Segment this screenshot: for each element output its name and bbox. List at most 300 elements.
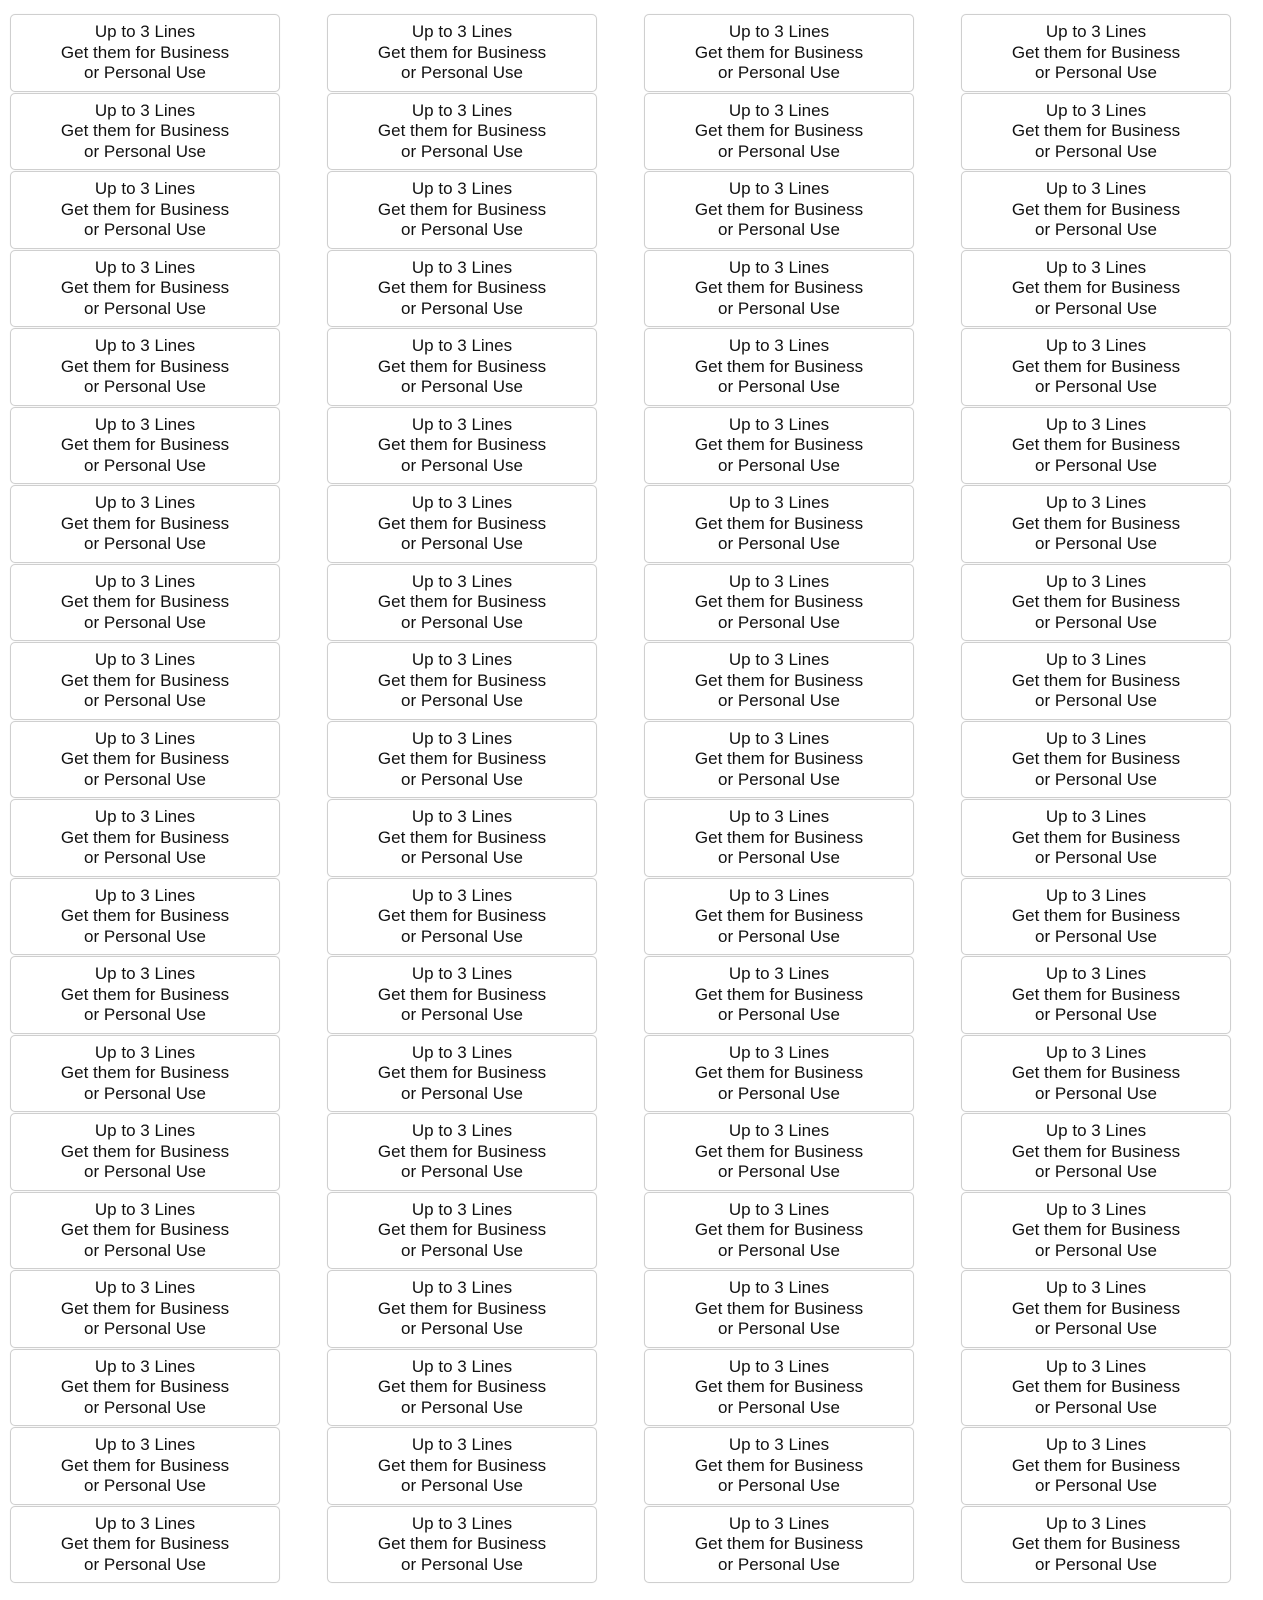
label-line-3: or Personal Use	[401, 1554, 523, 1574]
label-line-3: or Personal Use	[401, 1476, 523, 1495]
label-line-2: Get them for Business	[694, 278, 864, 297]
label-line-2: Get them for Business	[60, 1455, 230, 1475]
label-line-1: Up to 3 Lines	[411, 257, 513, 277]
label-line-1: Up to 3 Lines	[728, 100, 830, 120]
address-label	[10, 1192, 280, 1270]
address-label	[961, 721, 1231, 799]
address-label	[961, 250, 1231, 328]
label-line-1: Up to 3 Lines	[94, 807, 196, 826]
address-label	[644, 1506, 914, 1584]
label-line-1: Up to 3 Lines	[728, 571, 830, 591]
label-line-2: Get them for Business	[694, 592, 864, 611]
label-line-2: Get them for Business	[377, 1220, 547, 1239]
address-label	[327, 171, 597, 249]
label-line-3: or Personal Use	[1035, 926, 1157, 946]
label-line-2: Get them for Business	[1011, 278, 1181, 297]
address-label	[961, 1270, 1231, 1348]
label-line-3: or Personal Use	[718, 455, 840, 475]
label-line-2: Get them for Business	[60, 1298, 230, 1318]
label-line-1: Up to 3 Lines	[728, 336, 830, 355]
label-line-1: Up to 3 Lines	[728, 1199, 830, 1219]
address-label	[644, 1270, 914, 1348]
address-label	[10, 1506, 280, 1584]
label-line-3: or Personal Use	[718, 63, 840, 82]
label-line-3: or Personal Use	[1035, 1319, 1157, 1338]
address-label	[644, 878, 914, 956]
label-line-3: or Personal Use	[1035, 691, 1157, 710]
label-line-2: Get them for Business	[60, 356, 230, 376]
label-line-3: or Personal Use	[718, 1240, 840, 1260]
address-label	[327, 1427, 597, 1505]
label-line-3: or Personal Use	[84, 220, 206, 239]
address-label	[961, 799, 1231, 877]
label-line-1: Up to 3 Lines	[94, 1278, 196, 1297]
label-line-2: Get them for Business	[694, 435, 864, 454]
label-line-1: Up to 3 Lines	[94, 1356, 196, 1376]
label-line-3: or Personal Use	[84, 1240, 206, 1260]
address-label	[644, 14, 914, 92]
label-line-3: or Personal Use	[401, 1162, 523, 1181]
address-label	[327, 956, 597, 1034]
label-line-3: or Personal Use	[718, 691, 840, 710]
label-line-3: or Personal Use	[718, 1554, 840, 1574]
label-line-2: Get them for Business	[694, 356, 864, 376]
label-line-1: Up to 3 Lines	[94, 179, 196, 198]
label-line-1: Up to 3 Lines	[728, 807, 830, 826]
label-line-2: Get them for Business	[694, 513, 864, 533]
label-line-3: or Personal Use	[84, 141, 206, 161]
label-line-3: or Personal Use	[84, 63, 206, 82]
label-line-2: Get them for Business	[1011, 1455, 1181, 1475]
address-label	[327, 564, 597, 642]
address-label	[327, 250, 597, 328]
label-line-1: Up to 3 Lines	[728, 1278, 830, 1297]
address-label	[961, 642, 1231, 720]
label-line-1: Up to 3 Lines	[411, 571, 513, 591]
label-line-2: Get them for Business	[1011, 1220, 1181, 1239]
label-line-2: Get them for Business	[1011, 1377, 1181, 1396]
address-label	[644, 1113, 914, 1191]
address-label	[10, 93, 280, 171]
label-line-3: or Personal Use	[401, 298, 523, 318]
label-line-2: Get them for Business	[694, 749, 864, 768]
address-label	[644, 1192, 914, 1270]
label-line-1: Up to 3 Lines	[1045, 807, 1147, 826]
address-label	[961, 1035, 1231, 1113]
address-label	[961, 328, 1231, 406]
address-label	[961, 1349, 1231, 1427]
label-line-3: or Personal Use	[84, 612, 206, 632]
address-label	[644, 1427, 914, 1505]
label-line-1: Up to 3 Lines	[94, 1435, 196, 1454]
address-label	[10, 1349, 280, 1427]
label-line-2: Get them for Business	[1011, 827, 1181, 847]
label-line-2: Get them for Business	[377, 278, 547, 297]
address-label	[10, 1427, 280, 1505]
label-line-2: Get them for Business	[60, 199, 230, 219]
address-label	[961, 1192, 1231, 1270]
address-label	[327, 1035, 597, 1113]
address-label	[961, 1427, 1231, 1505]
label-line-1: Up to 3 Lines	[1045, 1199, 1147, 1219]
label-line-1: Up to 3 Lines	[728, 179, 830, 198]
label-line-1: Up to 3 Lines	[94, 22, 196, 41]
label-line-1: Up to 3 Lines	[94, 571, 196, 591]
label-line-3: or Personal Use	[1035, 1162, 1157, 1181]
label-line-2: Get them for Business	[60, 906, 230, 925]
label-line-2: Get them for Business	[60, 592, 230, 611]
label-line-2: Get them for Business	[377, 356, 547, 376]
label-line-1: Up to 3 Lines	[411, 1042, 513, 1062]
label-line-2: Get them for Business	[377, 1377, 547, 1396]
label-line-3: or Personal Use	[1035, 534, 1157, 553]
label-line-2: Get them for Business	[377, 1298, 547, 1318]
label-line-1: Up to 3 Lines	[1045, 885, 1147, 905]
address-label	[961, 1113, 1231, 1191]
label-line-2: Get them for Business	[1011, 1063, 1181, 1082]
label-line-1: Up to 3 Lines	[411, 1199, 513, 1219]
label-line-2: Get them for Business	[1011, 356, 1181, 376]
label-line-3: or Personal Use	[718, 1319, 840, 1338]
address-label	[644, 485, 914, 563]
label-line-2: Get them for Business	[377, 121, 547, 140]
label-line-3: or Personal Use	[401, 220, 523, 239]
label-line-1: Up to 3 Lines	[1045, 650, 1147, 669]
label-line-3: or Personal Use	[1035, 141, 1157, 161]
address-label	[961, 564, 1231, 642]
address-label	[10, 799, 280, 877]
label-line-1: Up to 3 Lines	[411, 1278, 513, 1297]
label-line-2: Get them for Business	[377, 1534, 547, 1553]
address-label	[327, 721, 597, 799]
label-line-2: Get them for Business	[60, 984, 230, 1004]
label-line-2: Get them for Business	[694, 827, 864, 847]
label-line-3: or Personal Use	[1035, 1397, 1157, 1417]
address-label	[10, 1270, 280, 1348]
label-line-3: or Personal Use	[718, 1083, 840, 1103]
address-label	[10, 956, 280, 1034]
label-line-1: Up to 3 Lines	[728, 650, 830, 669]
address-label	[644, 171, 914, 249]
label-line-2: Get them for Business	[694, 42, 864, 62]
label-line-1: Up to 3 Lines	[1045, 964, 1147, 983]
address-label	[961, 14, 1231, 92]
label-line-1: Up to 3 Lines	[94, 336, 196, 355]
label-line-3: or Personal Use	[1035, 1476, 1157, 1495]
label-line-3: or Personal Use	[718, 377, 840, 396]
label-line-3: or Personal Use	[718, 141, 840, 161]
label-line-1: Up to 3 Lines	[1045, 728, 1147, 748]
address-label	[327, 1349, 597, 1427]
address-label	[327, 93, 597, 171]
label-line-3: or Personal Use	[84, 1083, 206, 1103]
address-label	[327, 14, 597, 92]
address-label	[644, 799, 914, 877]
address-label	[961, 407, 1231, 485]
label-line-2: Get them for Business	[1011, 1534, 1181, 1553]
label-sheet	[10, 14, 1255, 1592]
label-line-1: Up to 3 Lines	[94, 257, 196, 277]
label-line-2: Get them for Business	[60, 749, 230, 768]
label-line-2: Get them for Business	[1011, 906, 1181, 925]
label-line-3: or Personal Use	[84, 848, 206, 867]
label-line-2: Get them for Business	[1011, 984, 1181, 1004]
label-line-3: or Personal Use	[1035, 1005, 1157, 1024]
label-line-2: Get them for Business	[694, 1534, 864, 1553]
label-line-2: Get them for Business	[377, 199, 547, 219]
label-line-2: Get them for Business	[60, 42, 230, 62]
label-line-2: Get them for Business	[1011, 435, 1181, 454]
address-label	[327, 1506, 597, 1584]
address-label	[10, 250, 280, 328]
label-line-1: Up to 3 Lines	[728, 493, 830, 512]
address-label	[327, 642, 597, 720]
label-line-1: Up to 3 Lines	[411, 493, 513, 512]
label-line-2: Get them for Business	[377, 513, 547, 533]
label-line-3: or Personal Use	[718, 926, 840, 946]
address-label	[10, 14, 280, 92]
label-line-2: Get them for Business	[377, 42, 547, 62]
label-line-1: Up to 3 Lines	[411, 336, 513, 355]
address-label	[644, 93, 914, 171]
address-label	[10, 878, 280, 956]
address-label	[10, 171, 280, 249]
label-line-2: Get them for Business	[1011, 513, 1181, 533]
label-line-3: or Personal Use	[401, 377, 523, 396]
label-line-1: Up to 3 Lines	[411, 1121, 513, 1140]
label-line-2: Get them for Business	[377, 1063, 547, 1082]
label-line-3: or Personal Use	[1035, 769, 1157, 789]
label-line-2: Get them for Business	[377, 984, 547, 1004]
address-label	[644, 1035, 914, 1113]
label-line-3: or Personal Use	[1035, 455, 1157, 475]
label-line-2: Get them for Business	[694, 906, 864, 925]
address-label	[644, 721, 914, 799]
label-line-2: Get them for Business	[377, 1455, 547, 1475]
address-label	[961, 1506, 1231, 1584]
label-line-2: Get them for Business	[377, 749, 547, 768]
label-line-1: Up to 3 Lines	[728, 1042, 830, 1062]
label-line-1: Up to 3 Lines	[1045, 336, 1147, 355]
label-line-1: Up to 3 Lines	[728, 22, 830, 41]
address-label	[10, 1035, 280, 1113]
label-line-2: Get them for Business	[377, 827, 547, 847]
address-label	[10, 407, 280, 485]
address-label	[644, 328, 914, 406]
label-line-1: Up to 3 Lines	[94, 885, 196, 905]
label-line-2: Get them for Business	[60, 435, 230, 454]
label-line-3: or Personal Use	[401, 1083, 523, 1103]
label-line-2: Get them for Business	[694, 984, 864, 1004]
address-label	[327, 328, 597, 406]
label-line-2: Get them for Business	[1011, 670, 1181, 690]
label-line-2: Get them for Business	[1011, 1141, 1181, 1161]
address-label	[961, 93, 1231, 171]
address-label	[10, 564, 280, 642]
address-label	[961, 878, 1231, 956]
label-line-3: or Personal Use	[84, 1005, 206, 1024]
label-line-1: Up to 3 Lines	[1045, 1435, 1147, 1454]
label-line-2: Get them for Business	[1011, 121, 1181, 140]
address-label	[10, 485, 280, 563]
address-label	[10, 721, 280, 799]
label-line-2: Get them for Business	[694, 1220, 864, 1239]
label-line-3: or Personal Use	[718, 769, 840, 789]
label-line-1: Up to 3 Lines	[94, 728, 196, 748]
label-line-1: Up to 3 Lines	[1045, 493, 1147, 512]
label-line-3: or Personal Use	[401, 1319, 523, 1338]
label-line-2: Get them for Business	[60, 1220, 230, 1239]
label-line-1: Up to 3 Lines	[1045, 1356, 1147, 1376]
label-line-1: Up to 3 Lines	[1045, 1121, 1147, 1140]
label-line-1: Up to 3 Lines	[728, 964, 830, 983]
label-line-2: Get them for Business	[60, 1377, 230, 1396]
label-line-2: Get them for Business	[377, 1141, 547, 1161]
label-line-3: or Personal Use	[84, 1476, 206, 1495]
label-line-3: or Personal Use	[401, 534, 523, 553]
label-line-3: or Personal Use	[1035, 377, 1157, 396]
label-line-3: or Personal Use	[401, 141, 523, 161]
label-line-1: Up to 3 Lines	[411, 728, 513, 748]
label-line-3: or Personal Use	[84, 1162, 206, 1181]
address-label	[644, 956, 914, 1034]
label-line-2: Get them for Business	[60, 670, 230, 690]
label-line-3: or Personal Use	[718, 534, 840, 553]
label-line-3: or Personal Use	[84, 377, 206, 396]
label-line-1: Up to 3 Lines	[411, 100, 513, 120]
label-line-1: Up to 3 Lines	[1045, 1278, 1147, 1297]
label-line-2: Get them for Business	[694, 1141, 864, 1161]
label-line-3: or Personal Use	[401, 769, 523, 789]
label-line-2: Get them for Business	[377, 906, 547, 925]
address-label	[327, 878, 597, 956]
label-line-1: Up to 3 Lines	[1045, 1513, 1147, 1533]
label-line-1: Up to 3 Lines	[728, 1513, 830, 1533]
label-line-1: Up to 3 Lines	[728, 728, 830, 748]
address-label	[644, 1349, 914, 1427]
label-line-3: or Personal Use	[401, 612, 523, 632]
label-line-3: or Personal Use	[1035, 63, 1157, 82]
label-line-1: Up to 3 Lines	[728, 885, 830, 905]
label-line-3: or Personal Use	[1035, 612, 1157, 632]
label-line-3: or Personal Use	[401, 455, 523, 475]
label-line-2: Get them for Business	[60, 121, 230, 140]
label-line-1: Up to 3 Lines	[728, 257, 830, 277]
label-line-1: Up to 3 Lines	[411, 414, 513, 434]
label-line-3: or Personal Use	[84, 455, 206, 475]
address-label	[327, 1192, 597, 1270]
label-line-2: Get them for Business	[377, 670, 547, 690]
label-line-2: Get them for Business	[377, 592, 547, 611]
label-line-1: Up to 3 Lines	[411, 964, 513, 983]
label-line-1: Up to 3 Lines	[411, 22, 513, 41]
label-line-2: Get them for Business	[1011, 749, 1181, 768]
label-line-3: or Personal Use	[84, 534, 206, 553]
label-line-1: Up to 3 Lines	[411, 885, 513, 905]
label-line-3: or Personal Use	[84, 1554, 206, 1574]
label-line-1: Up to 3 Lines	[1045, 571, 1147, 591]
label-line-2: Get them for Business	[694, 670, 864, 690]
address-label	[10, 328, 280, 406]
address-label	[327, 407, 597, 485]
label-line-2: Get them for Business	[60, 1063, 230, 1082]
address-label	[327, 485, 597, 563]
label-line-2: Get them for Business	[60, 1141, 230, 1161]
label-line-1: Up to 3 Lines	[728, 414, 830, 434]
label-line-1: Up to 3 Lines	[728, 1435, 830, 1454]
label-line-2: Get them for Business	[694, 1455, 864, 1475]
label-line-1: Up to 3 Lines	[94, 493, 196, 512]
label-line-1: Up to 3 Lines	[411, 1513, 513, 1533]
label-line-3: or Personal Use	[401, 926, 523, 946]
label-line-1: Up to 3 Lines	[94, 414, 196, 434]
label-line-2: Get them for Business	[694, 1063, 864, 1082]
label-line-2: Get them for Business	[694, 1298, 864, 1318]
label-line-2: Get them for Business	[694, 199, 864, 219]
label-line-3: or Personal Use	[401, 1397, 523, 1417]
label-line-2: Get them for Business	[694, 121, 864, 140]
label-line-3: or Personal Use	[1035, 1554, 1157, 1574]
label-line-3: or Personal Use	[401, 63, 523, 82]
label-line-3: or Personal Use	[718, 848, 840, 867]
label-line-1: Up to 3 Lines	[1045, 414, 1147, 434]
address-label	[327, 1113, 597, 1191]
label-line-1: Up to 3 Lines	[728, 1121, 830, 1140]
label-line-3: or Personal Use	[1035, 1083, 1157, 1103]
label-line-3: or Personal Use	[84, 1319, 206, 1338]
label-line-1: Up to 3 Lines	[1045, 179, 1147, 198]
label-line-2: Get them for Business	[694, 1377, 864, 1396]
label-line-2: Get them for Business	[60, 827, 230, 847]
label-line-3: or Personal Use	[84, 691, 206, 710]
label-line-3: or Personal Use	[1035, 848, 1157, 867]
address-label	[961, 171, 1231, 249]
address-label	[10, 642, 280, 720]
label-line-2: Get them for Business	[1011, 42, 1181, 62]
label-line-3: or Personal Use	[718, 1162, 840, 1181]
label-line-1: Up to 3 Lines	[94, 100, 196, 120]
label-line-1: Up to 3 Lines	[411, 1435, 513, 1454]
address-label	[644, 250, 914, 328]
label-line-2: Get them for Business	[377, 435, 547, 454]
address-label	[327, 1270, 597, 1348]
label-line-1: Up to 3 Lines	[94, 1199, 196, 1219]
address-label	[961, 485, 1231, 563]
label-line-1: Up to 3 Lines	[94, 964, 196, 983]
address-label	[644, 642, 914, 720]
label-line-3: or Personal Use	[401, 1005, 523, 1024]
label-line-2: Get them for Business	[60, 278, 230, 297]
address-label	[644, 407, 914, 485]
label-line-1: Up to 3 Lines	[1045, 257, 1147, 277]
label-line-3: or Personal Use	[84, 298, 206, 318]
label-line-1: Up to 3 Lines	[94, 1513, 196, 1533]
address-label	[327, 799, 597, 877]
label-line-3: or Personal Use	[718, 1005, 840, 1024]
address-label	[644, 564, 914, 642]
label-line-3: or Personal Use	[1035, 1240, 1157, 1260]
label-line-2: Get them for Business	[1011, 592, 1181, 611]
label-line-3: or Personal Use	[718, 1397, 840, 1417]
label-line-1: Up to 3 Lines	[411, 1356, 513, 1376]
label-line-1: Up to 3 Lines	[411, 650, 513, 669]
label-line-1: Up to 3 Lines	[411, 179, 513, 198]
label-line-1: Up to 3 Lines	[728, 1356, 830, 1376]
label-line-3: or Personal Use	[718, 298, 840, 318]
label-line-2: Get them for Business	[60, 513, 230, 533]
label-line-1: Up to 3 Lines	[94, 650, 196, 669]
label-line-3: or Personal Use	[718, 612, 840, 632]
